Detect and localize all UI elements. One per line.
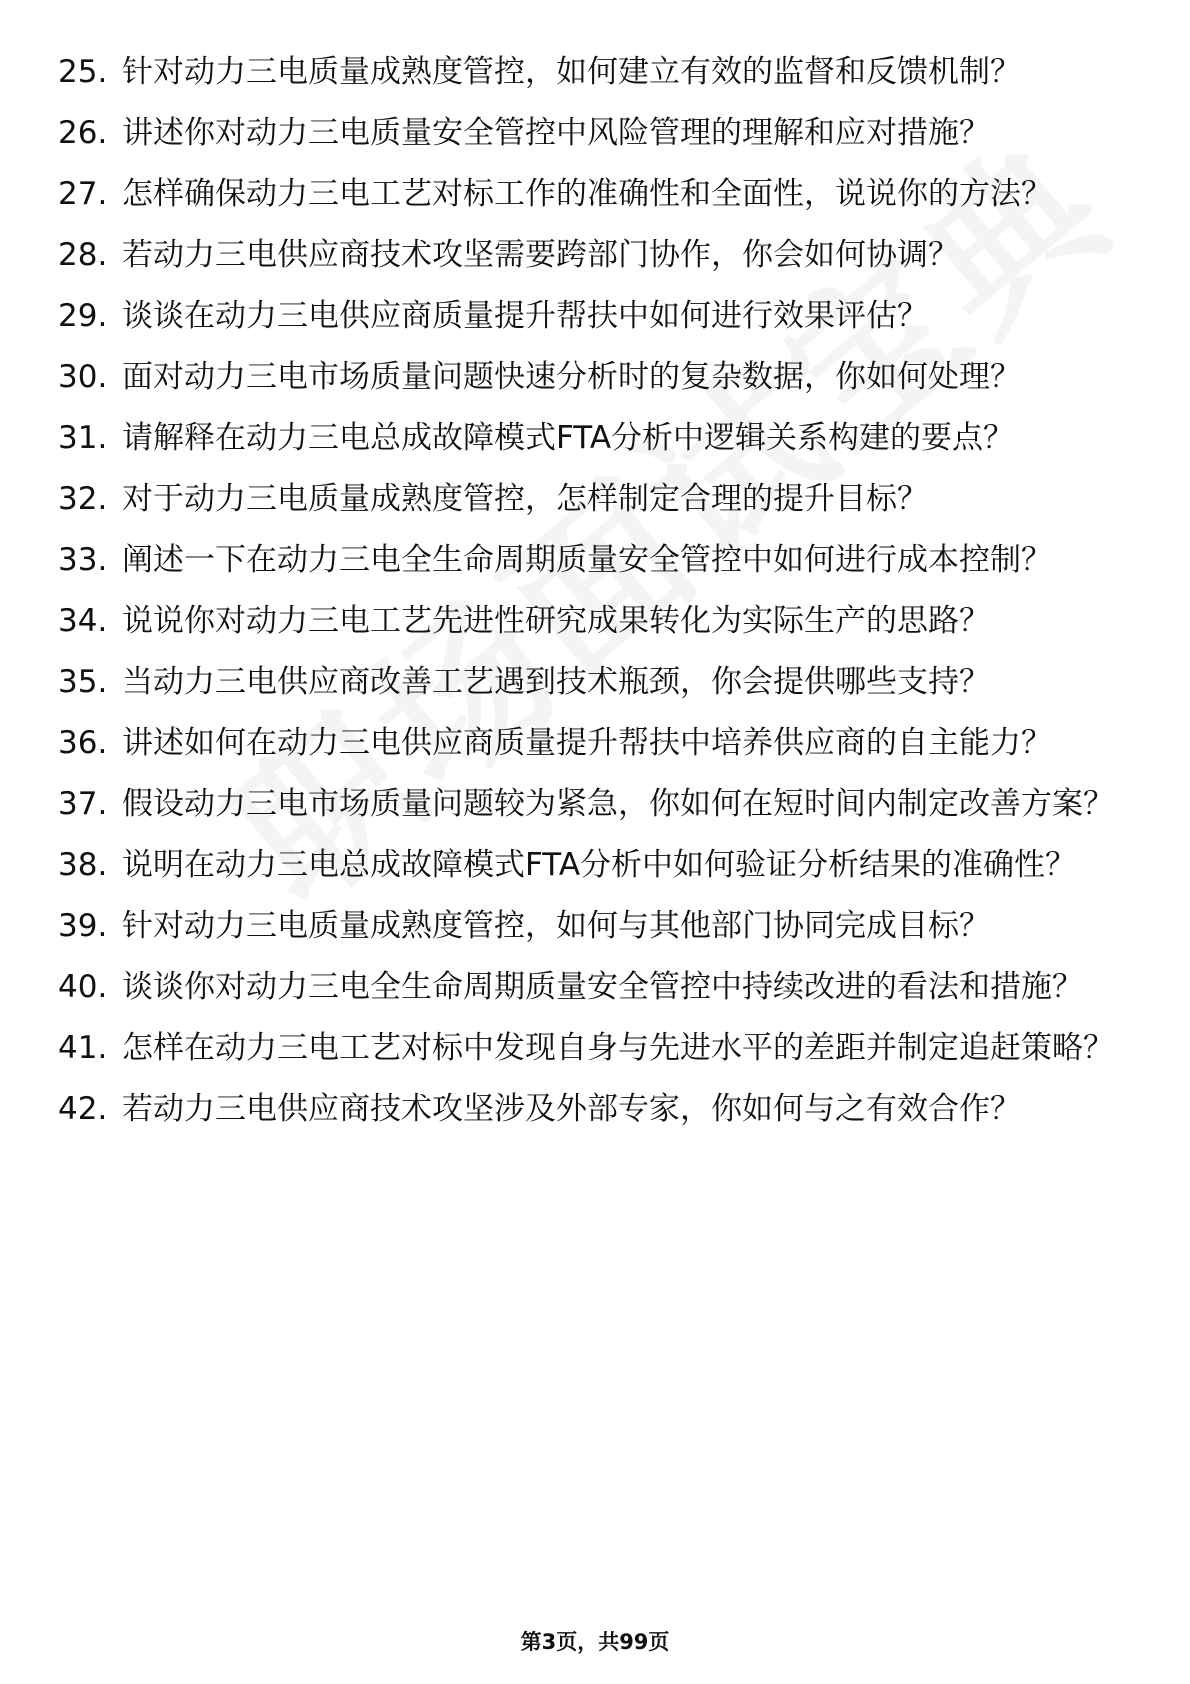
question-text: 请解释在动力三电总成故障模式FTA分析中逻辑关系构建的要点？ [122, 420, 1015, 456]
question-item-34 [58, 601, 1118, 642]
question-item-40 [58, 967, 1118, 1008]
question-number: 31. [58, 420, 108, 456]
question-number: 36. [58, 725, 108, 761]
question-item-29 [58, 296, 1118, 337]
question-item-32 [58, 479, 1118, 520]
question-item-42 [58, 1089, 1118, 1130]
question-text: 谈谈在动力三电供应商质量提升帮扶中如何进行效果评估？ [122, 298, 928, 334]
question-item-36 [58, 723, 1118, 764]
question-item-39 [58, 906, 1118, 947]
question-item-30 [58, 357, 1118, 398]
question-text: 对于动力三电质量成熟度管控，怎样制定合理的提升目标？ [122, 481, 928, 517]
question-number: 37. [58, 786, 108, 822]
page-footer: 第3页，共99页 [520, 1630, 670, 1654]
question-item-26 [58, 113, 1118, 154]
question-item-31 [58, 418, 1118, 459]
question-number: 25. [58, 54, 108, 90]
question-text: 面对动力三电市场质量问题快速分析时的复杂数据，你如何处理？ [122, 359, 1021, 395]
question-item-33 [58, 540, 1118, 581]
question-text: 怎样在动力三电工艺对标中发现自身与先进水平的差距并制定追赶策略？ [122, 1030, 1114, 1066]
question-number: 26. [58, 115, 108, 151]
question-text: 假设动力三电市场质量问题较为紧急，你如何在短时间内制定改善方案？ [122, 786, 1114, 822]
question-text: 怎样确保动力三电工艺对标工作的准确性和全面性，说说你的方法？ [122, 176, 1052, 212]
question-text: 针对动力三电质量成熟度管控，如何与其他部门协同完成目标？ [122, 908, 990, 944]
question-text: 当动力三电供应商改善工艺遇到技术瓶颈，你会提供哪些支持？ [122, 664, 990, 700]
question-item-41 [58, 1028, 1118, 1069]
question-item-37 [58, 784, 1118, 825]
question-item-25 [58, 52, 1118, 93]
question-number: 33. [58, 542, 108, 578]
question-item-27 [58, 174, 1118, 215]
question-number: 39. [58, 908, 108, 944]
question-number: 28. [58, 237, 108, 273]
question-number: 35. [58, 664, 108, 700]
question-text: 阐述一下在动力三电全生命周期质量安全管控中如何进行成本控制？ [122, 542, 1052, 578]
question-number: 41. [58, 1030, 108, 1066]
question-number: 34. [58, 603, 108, 639]
question-text: 说明在动力三电总成故障模式FTA分析中如何验证分析结果的准确性？ [122, 847, 1077, 883]
question-text: 说说你对动力三电工艺先进性研究成果转化为实际生产的思路？ [122, 603, 990, 639]
question-number: 32. [58, 481, 108, 517]
question-text: 讲述你对动力三电质量安全管控中风险管理的理解和应对措施？ [122, 115, 990, 151]
question-item-28 [58, 235, 1118, 276]
question-number: 30. [58, 359, 108, 395]
question-number: 29. [58, 298, 108, 334]
question-number: 42. [58, 1091, 108, 1127]
question-text: 若动力三电供应商技术攻坚需要跨部门协作，你会如何协调？ [122, 237, 959, 273]
question-list [58, 52, 1118, 1150]
question-item-35 [58, 662, 1118, 703]
question-text: 针对动力三电质量成熟度管控，如何建立有效的监督和反馈机制？ [122, 54, 1021, 90]
question-item-38 [58, 845, 1118, 886]
question-text: 讲述如何在动力三电供应商质量提升帮扶中培养供应商的自主能力？ [122, 725, 1052, 761]
question-text: 谈谈你对动力三电全生命周期质量安全管控中持续改进的看法和措施？ [122, 969, 1083, 1005]
question-number: 27. [58, 176, 108, 212]
question-number: 40. [58, 969, 108, 1005]
question-number: 38. [58, 847, 108, 883]
question-text: 若动力三电供应商技术攻坚涉及外部专家，你如何与之有效合作？ [122, 1091, 1021, 1127]
